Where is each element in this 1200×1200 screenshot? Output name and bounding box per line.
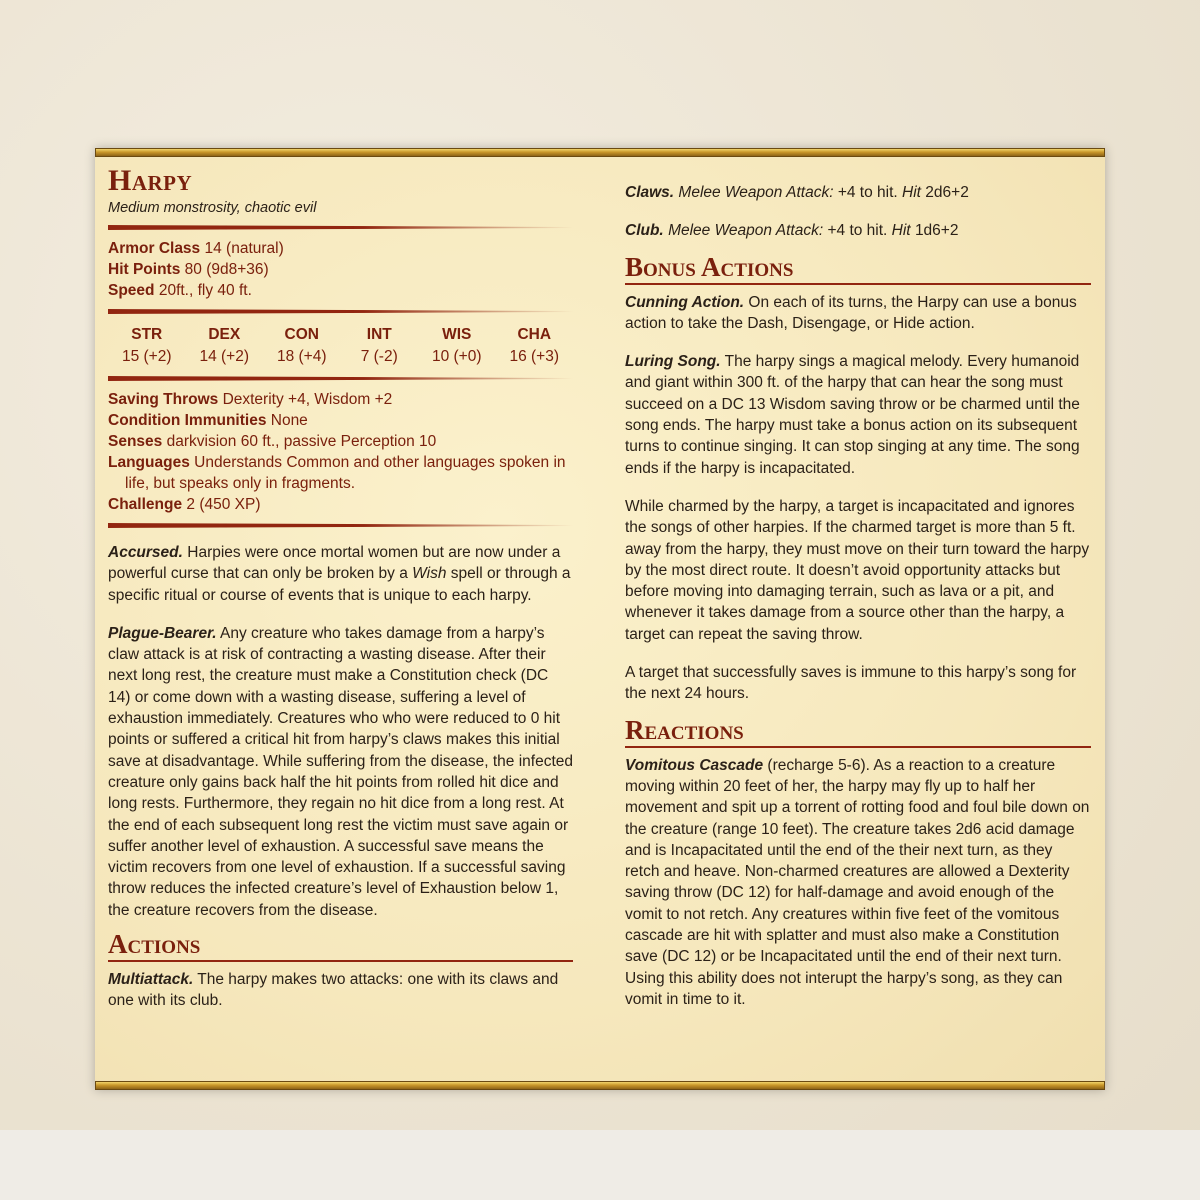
trait-plague-bearer xyxy=(108,623,573,921)
ability-value: 7 (-2) xyxy=(360,348,398,365)
ability-dex xyxy=(186,324,264,368)
trait-name: Accursed. xyxy=(108,544,183,561)
challenge xyxy=(108,494,573,515)
reaction-name: Vomitous Cascade xyxy=(625,756,764,774)
bonus-action-text: On each of its turns, the Harpy can use a bonus action to take the Dash, Disengage, or Hide action. xyxy=(625,293,1077,332)
action-text: The harpy makes two attacks: one with its claws and one with its club. xyxy=(108,971,559,1010)
senses-value: darkvision 60 ft., passive Perception 10 xyxy=(166,433,437,450)
attack-type: Melee Weapon Attack: xyxy=(678,184,834,201)
stat-block xyxy=(95,148,1105,1090)
ability-int xyxy=(341,324,419,368)
languages xyxy=(108,452,573,494)
ability-str xyxy=(108,324,186,368)
ability-value: 14 (+2) xyxy=(199,348,250,365)
reaction-vomitous-cascade xyxy=(625,755,1091,1011)
ability-wis xyxy=(418,324,496,368)
speed xyxy=(108,280,573,301)
monster-name: Harpy xyxy=(108,164,193,197)
senses-label: Senses xyxy=(108,433,163,450)
ability-scores xyxy=(108,322,573,368)
attack-type: Melee Weapon Attack: xyxy=(668,222,824,240)
action-name: Multiattack. xyxy=(108,971,194,989)
stat-block-bottom-bar xyxy=(95,1081,1105,1090)
challenge-value: 2 (450 XP) xyxy=(186,496,261,513)
bonus-action-name: Luring Song. xyxy=(625,353,721,371)
attack-to-hit: +4 to hit. xyxy=(837,184,898,201)
reaction-text: (recharge 5-6). As a reaction to a creature moving within 20 feet of her, the harpy may fly up to half her movement and spit up a torrent of rotting food and foul bile down on the creature (range 10 feet). The creature takes 2d6 acid damage and is Incapacitated until the end of the their next turn, as they retch and heave. Non-charmed creatures are allowed a Dexterity saving throw (DC 12) for half-damage and avoid enough of the vomit to not retch. Any creatures within five feet of the vomitous cascade are hit with splatter and must also make a Constitution save (DC 12) or be Incapacitated until the end of their next turn. Using this ability does not interupt the harpy’s song, as they can vomit in time to it. xyxy=(625,756,1090,1008)
languages-value: Understands Common and other languages spoken in life, but speaks only in fragments. xyxy=(125,454,566,492)
charmed-paragraph: While charmed by the harpy, a target is incapacitated and ignores the songs of other harpies. If the charmed target is more than 5 ft. away from the harpy, they must move on their turn toward the harpy by the most direct route. It doesn’t avoid opportunity attacks but before moving into damaging terrain, such as lava or a pit, and whenever it takes damage from a source other than the harpy, a target can repeat the saving throw. xyxy=(625,497,1090,643)
trait-accursed xyxy=(108,542,573,606)
ability-name: CON xyxy=(284,326,319,343)
section-actions: Actions xyxy=(108,929,573,962)
ability-value: 10 (+0) xyxy=(431,348,482,365)
action-claws xyxy=(625,182,1091,203)
left-column xyxy=(108,165,573,1029)
section-bonus-actions: Bonus Actions xyxy=(625,252,1091,285)
divider xyxy=(108,523,573,528)
armor-class-label: Armor Class xyxy=(108,240,201,257)
hit-points-value: 80 (9d8+36) xyxy=(184,261,269,278)
speed-value: 20ft., fly 40 ft. xyxy=(158,282,252,299)
attack-to-hit: +4 to hit. xyxy=(827,222,888,240)
hit-points xyxy=(108,259,573,280)
ability-con xyxy=(263,324,341,368)
stat-block-top-bar xyxy=(95,148,1105,157)
bonus-action-name: Cunning Action. xyxy=(625,293,745,311)
challenge-label: Challenge xyxy=(108,496,183,513)
ability-cha xyxy=(496,324,574,368)
ability-name: INT xyxy=(366,326,392,343)
condition-immunities xyxy=(108,410,573,431)
trait-text: spell or through a specific ritual or course of events that is unique to each harpy. xyxy=(108,565,571,604)
bonus-luring-song xyxy=(625,351,1091,479)
trait-text: Any creature who takes damage from a harpy’s claw attack is at risk of contracting a wasting disease. After their next long rest, the creature must make a Constitution check (DC 14) or come down with a wasting disease, suffering a level of exhaustion immediately. Creatures who who were reduced to 0 hit points or suffered a critical hit from harpy’s claws makes this initial save at disadvantage. While suffering from the disease, the infected creature only gains back half the hit points from rolled hit dice and long rests. Furthermore, they regain no hit dice from a long rest. At the end of each subsequent long rest the victim must save again or suffer another level of exhaustion. A successful save means the victim recovers from one level of exhaustion. If a successful saving throw reduces the infected creature’s level of Exhaustion below 1, the creature recovers from the disease. xyxy=(108,624,573,919)
saving-throws-label: Saving Throws xyxy=(108,391,219,408)
senses xyxy=(108,431,573,452)
armor-class xyxy=(108,238,573,259)
trait-name: Plague-Bearer. xyxy=(108,624,217,642)
trait-text-italic: Wish xyxy=(412,565,447,583)
action-name: Club. xyxy=(625,222,664,240)
languages-label: Languages xyxy=(108,454,190,471)
immune-paragraph: A target that successfully saves is immune to this harpy’s song for the next 24 hours. xyxy=(625,664,1077,703)
hit-label: Hit xyxy=(891,222,911,240)
monster-meta: Medium monstrosity, chaotic evil xyxy=(108,200,317,216)
condition-immunities-label: Condition Immunities xyxy=(108,412,267,429)
section-reactions: Reactions xyxy=(625,715,1091,748)
action-name: Claws. xyxy=(625,184,675,201)
hit-label: Hit xyxy=(902,184,921,201)
armor-class-value: 14 (natural) xyxy=(204,240,284,257)
bonus-action-text: The harpy sings a magical melody. Every humanoid and giant within 300 ft. of the harpy that can hear the song must succeed on a DC 13 Wisdom saving throw or be charmed until the song ends. The harpy must take a bonus action on its subsequent turns to continue singing. It can stop singing at any time. The song ends if the harpy is incapacitated. xyxy=(625,353,1080,477)
right-column xyxy=(625,182,1091,1027)
ability-name: DEX xyxy=(208,326,241,343)
saving-throws xyxy=(108,389,573,410)
divider xyxy=(108,309,573,314)
bonus-cunning-action xyxy=(625,292,1091,335)
ability-name: STR xyxy=(131,326,163,343)
divider xyxy=(108,225,573,230)
page-bottom-band xyxy=(0,1130,1200,1200)
action-club xyxy=(625,220,1091,241)
ability-name: CHA xyxy=(517,326,552,343)
attack-damage: 2d6+2 xyxy=(925,184,969,201)
speed-label: Speed xyxy=(108,282,155,299)
condition-immunities-value: None xyxy=(270,412,308,429)
ability-value: 15 (+2) xyxy=(121,348,172,365)
ability-name: WIS xyxy=(442,326,472,343)
attack-damage: 1d6+2 xyxy=(914,222,959,240)
ability-value: 16 (+3) xyxy=(509,348,560,365)
hit-points-label: Hit Points xyxy=(108,261,181,278)
ability-value: 18 (+4) xyxy=(276,348,327,365)
action-multiattack xyxy=(108,969,573,1012)
saving-throws-value: Dexterity +4, Wisdom +2 xyxy=(222,391,393,408)
divider xyxy=(108,376,573,381)
trait-text: Harpies were once mortal women but are now under a powerful curse that can only be broken by a xyxy=(108,544,561,583)
